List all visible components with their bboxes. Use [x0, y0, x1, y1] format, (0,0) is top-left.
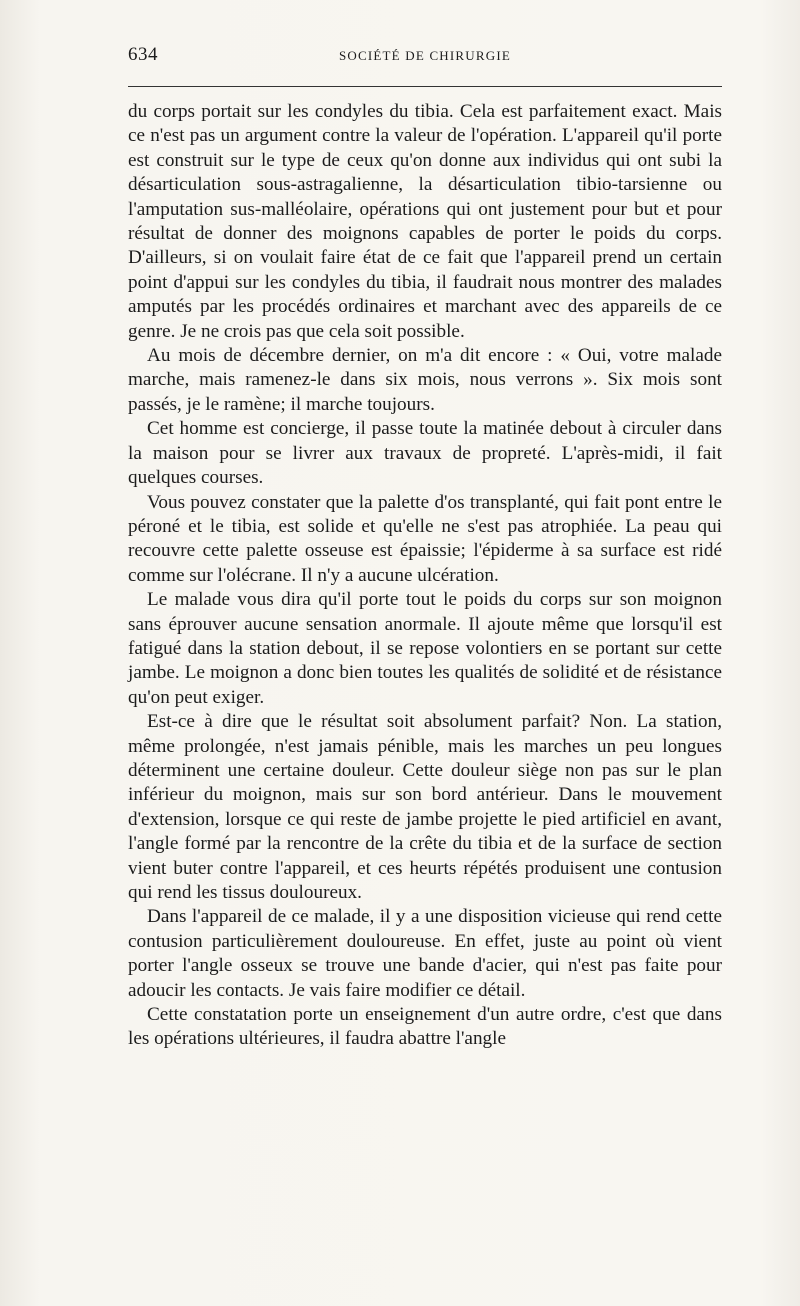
paragraph: Cet homme est concierge, il passe toute la matinée debout à circuler dans la maison pour se livrer aux travaux de propreté. L'après-midi, il fait quelques courses.: [128, 418, 722, 489]
paragraph: Dans l'appareil de ce malade, il y a une disposition vicieuse qui rend cette contusion particulièrement douloureuse. En effet, juste au point où vient porter l'angle osseux se trouve une bande d'acier, qui n'est pas faite pour adoucir les contacts. Je vais faire modifier ce détail.: [128, 906, 722, 1001]
page-number: 634: [128, 44, 158, 65]
paragraph: Au mois de décembre dernier, on m'a dit encore : « Oui, votre malade marche, mais ramenez-le dans six mois, nous verrons ». Six mois sont passés, je le ramène; il marche toujours.: [128, 345, 722, 415]
header-rule: [128, 86, 722, 87]
paragraph: Le malade vous dira qu'il porte tout le poids du corps sur son moignon sans éprouver aucune sensation anormale. Il ajoute même que lorsqu'il est fatigué dans la station debout, il se repose volontiers en se portant sur cette jambe. Le moignon a donc bien toutes les qualités de solidité et de résistance qu'on peut exiger.: [128, 589, 722, 708]
paragraph-continued: du corps portait sur les condyles du tibia. Cela est parfaitement exact. Mais ce n'est pas un argument contre la valeur de l'opération. L'appareil qu'il porte est construit sur le type de ceux qu'on donne aux individus qui ont subi la désarticulation sous-astragalienne, la désarticulation tibio-tarsienne ou l'amputation sus-malléolaire, opérations qui ont justement pour but et pour résultat de donner des moignons capables de porter le poids du corps. D'ailleurs, si on voulait faire état de ce fait que l'appareil prend un certain point d'appui sur les condyles du tibia, il faudrait nous montrer des malades amputés par les procédés ordinaires et marchant avec des appareils de ce genre. Je ne crois pas que cela soit possible.: [128, 101, 722, 342]
running-title: SOCIÉTÉ DE CHIRURGIE: [338, 48, 512, 63]
paragraph: Est-ce à dire que le résultat soit absolument parfait? Non. La station, même prolongée, n'est jamais pénible, mais les marches un peu longues déterminent une certaine douleur. Cette douleur siège non pas sur le plan inférieur du moignon, mais sur son bord antérieur. Dans le mouvement d'extension, lorsque ce qui reste de jambe projette le pied artificiel en avant, l'angle formé par la rencontre de la crête du tibia et de la surface de section vient buter contre l'appareil, et ces heurts répétés produisent une contusion qui rend les tissus douloureux.: [128, 711, 722, 903]
paragraph: Cette constatation porte un enseignement d'un autre ordre, c'est que dans les opérations ultérieures, il faudra abattre l'angle: [128, 1004, 722, 1050]
paragraph: Vous pouvez constater que la palette d'os transplanté, qui fait pont entre le péroné et le tibia, est solide et qu'elle ne s'est pas atrophiée. La peau qui recouvre cette palette osseuse est épaissie; l'épiderme à sa surface est ridé comme sur l'olécrane. Il n'y a aucune ulcération.: [128, 491, 722, 586]
page-header: [128, 44, 722, 74]
body-text: [128, 100, 722, 1052]
